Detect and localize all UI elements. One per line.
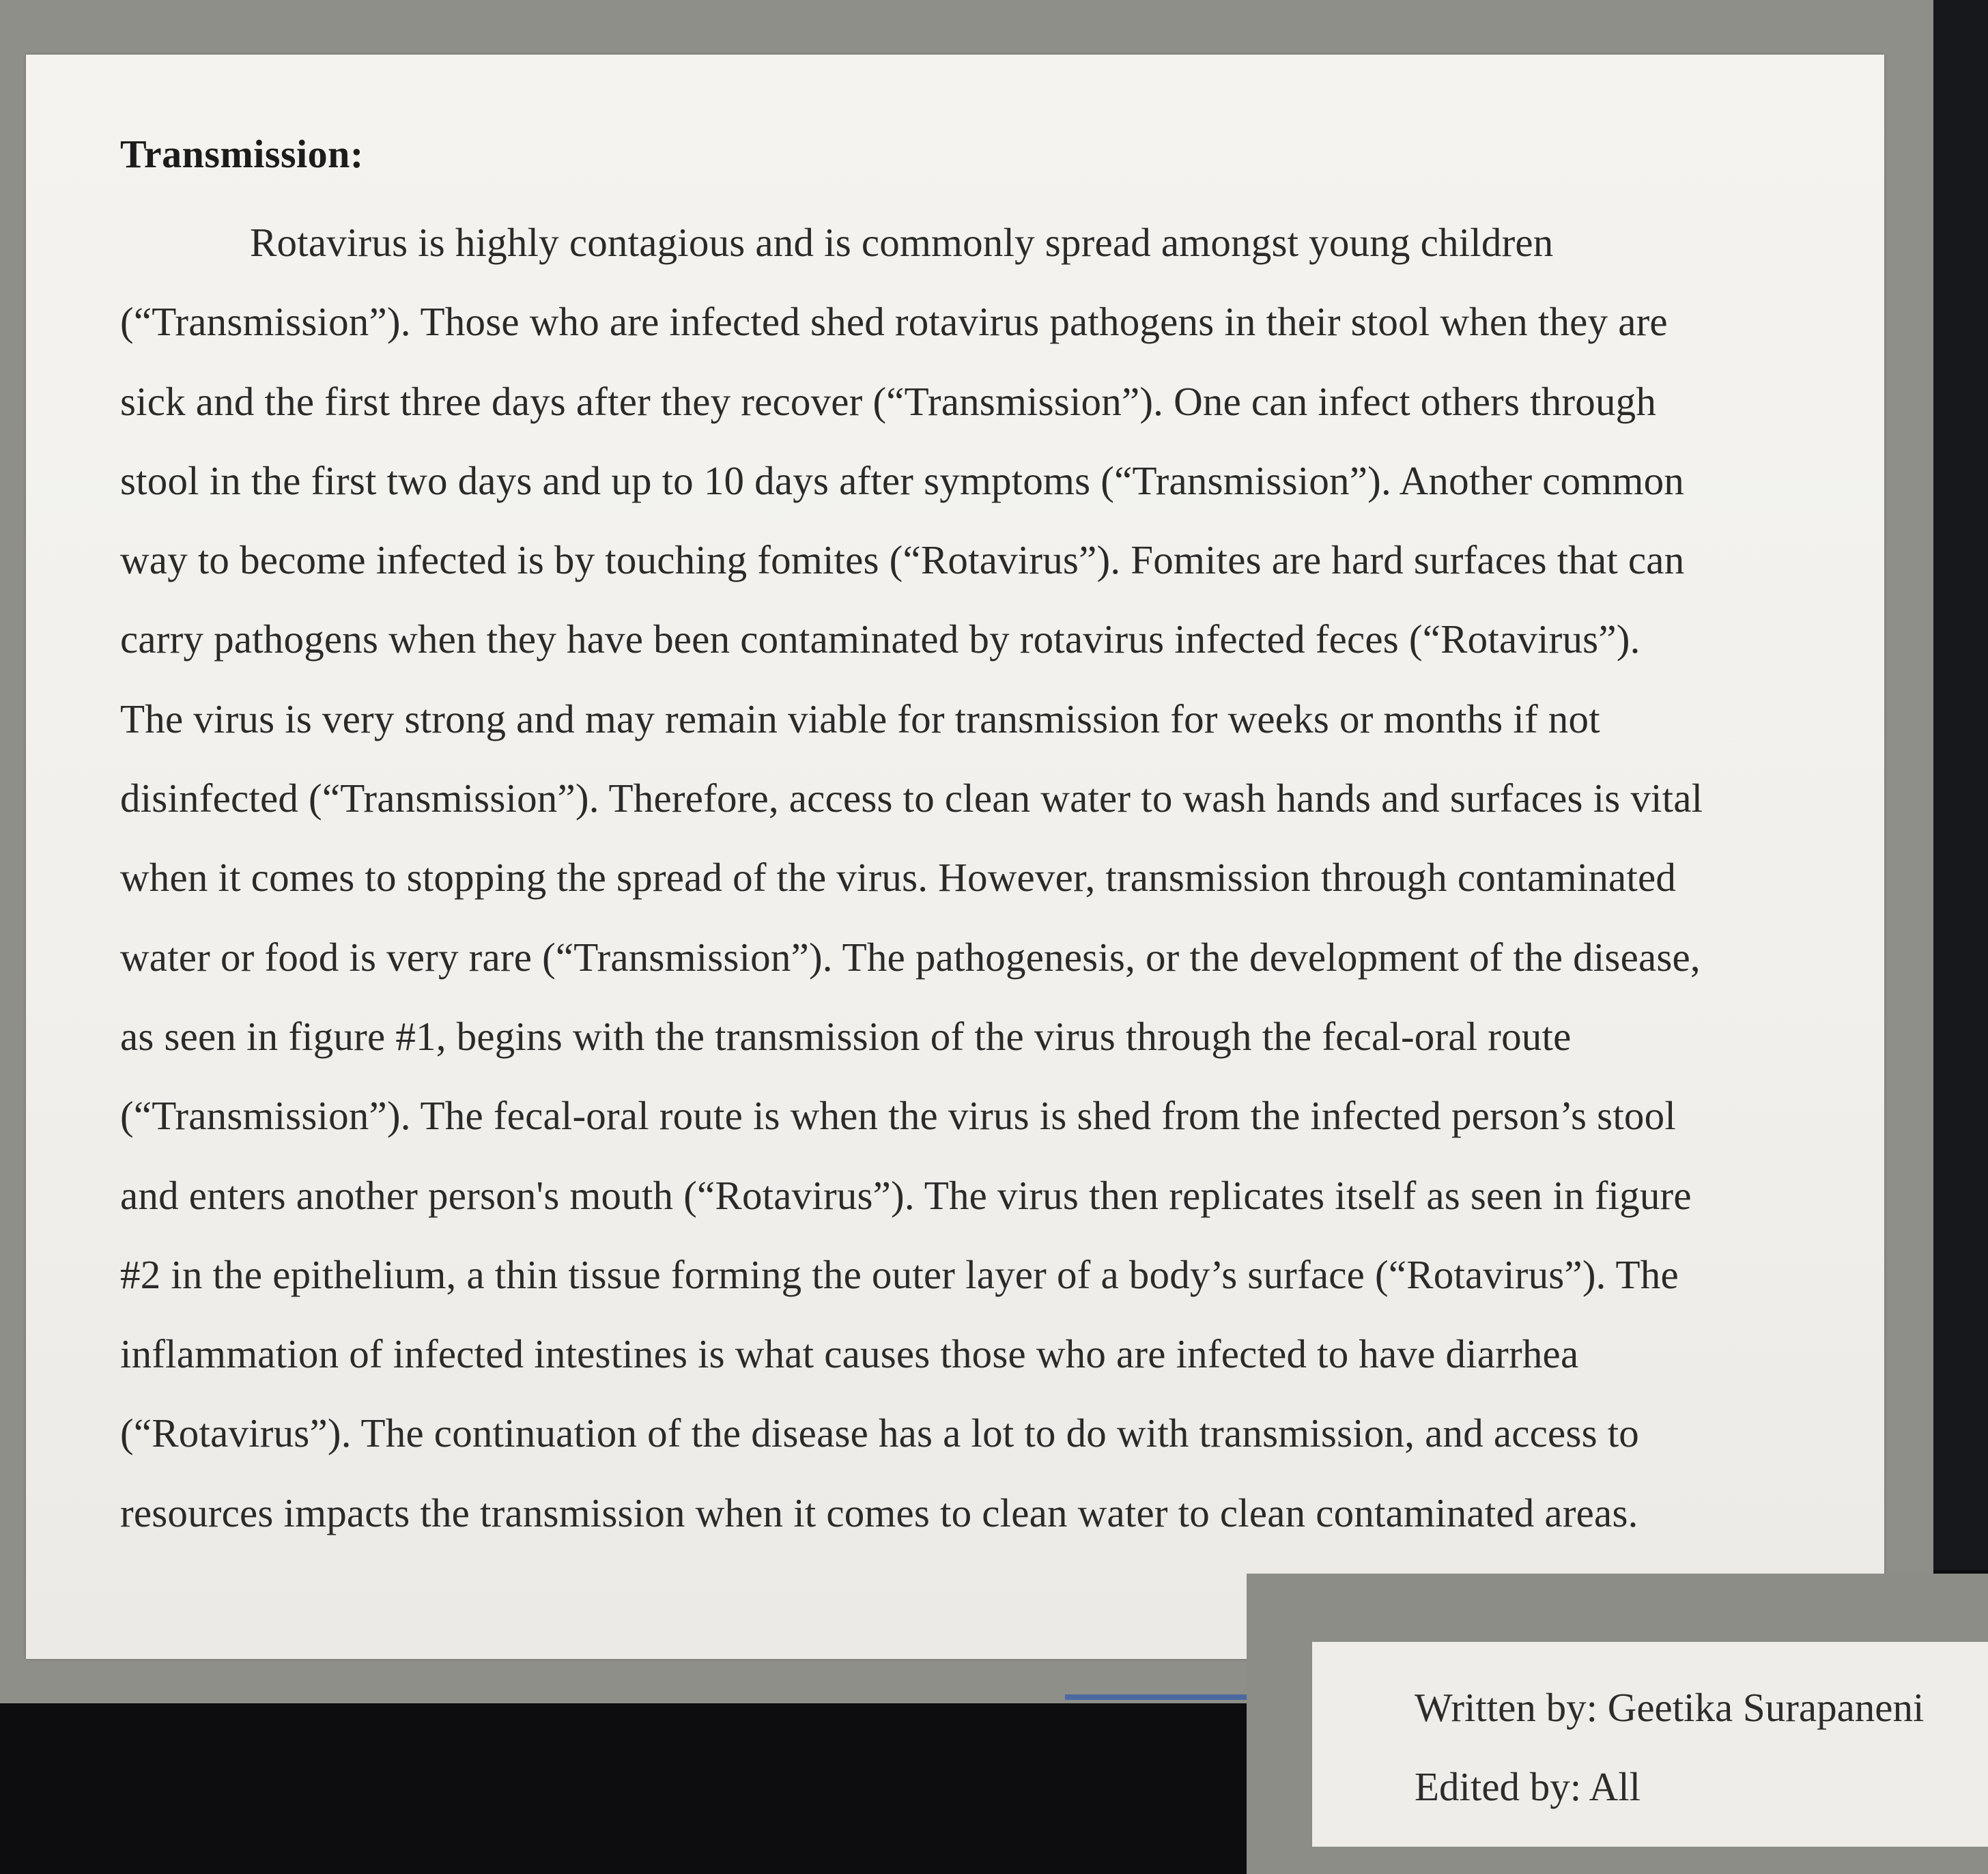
paragraph-line: and enters another person's mouth (“Rotavirus”). The virus then replicates itself as seen in figure	[120, 1172, 1692, 1218]
paragraph-line: Rotavirus is highly contagious and is commonly spread amongst young children	[250, 220, 1554, 265]
edited-by-credit: Edited by: All	[1415, 1764, 1641, 1809]
paragraph-line: resources impacts the transmission when it comes to clean water to clean contaminated areas.	[120, 1490, 1638, 1535]
paragraph-line: (“Transmission”). Those who are infected shed rotavirus pathogens in their stool when they are	[120, 299, 1668, 345]
paragraph-line: water or food is very rare (“Transmission”). The pathogenesis, or the development of the disease,	[120, 934, 1701, 980]
paragraph-line: (“Rotavirus”). The continuation of the disease has a lot to do with transmission, and access to	[120, 1410, 1639, 1456]
paragraph-line: sick and the first three days after they recover (“Transmission”). One can infect others through	[120, 378, 1657, 424]
paper-sheet	[26, 55, 1884, 1659]
body-paragraph	[120, 203, 1868, 1552]
paragraph-line: carry pathogens when they have been contaminated by rotavirus infected feces (“Rotavirus”).	[120, 616, 1641, 662]
paragraph-line: way to become infected is by touching fomites (“Rotavirus”). Fomites are hard surfaces that can	[120, 537, 1685, 583]
credits-card	[1312, 1642, 1988, 1847]
poster-board-edge	[1933, 0, 1988, 1570]
paragraph-line: as seen in figure #1, begins with the transmission of the virus through the fecal-oral route	[120, 1013, 1572, 1059]
paragraph-line: when it comes to stopping the spread of the virus. However, transmission through contaminated	[120, 855, 1677, 900]
paragraph-line: #2 in the epithelium, a thin tissue forming the outer layer of a body’s surface (“Rotavirus”). The	[120, 1251, 1679, 1297]
blue-tape	[1065, 1694, 1256, 1700]
section-heading: Transmission:	[120, 132, 364, 176]
paragraph-line: (“Transmission”). The fecal-oral route is when the virus is shed from the infected person’s stool	[120, 1093, 1676, 1139]
paragraph-line: stool in the first two days and up to 10 days after symptoms (“Transmission”). Another common	[120, 457, 1684, 503]
written-by-credit: Written by: Geetika Surapaneni	[1415, 1685, 1925, 1730]
paragraph-line: The virus is very strong and may remain viable for transmission for weeks or months if not	[120, 696, 1600, 741]
paragraph-line: disinfected (“Transmission”). Therefore, access to clean water to wash hands and surfaces is vital	[120, 776, 1703, 821]
paragraph-line: inflammation of infected intestines is what causes those who are infected to have diarrhea	[120, 1331, 1579, 1377]
